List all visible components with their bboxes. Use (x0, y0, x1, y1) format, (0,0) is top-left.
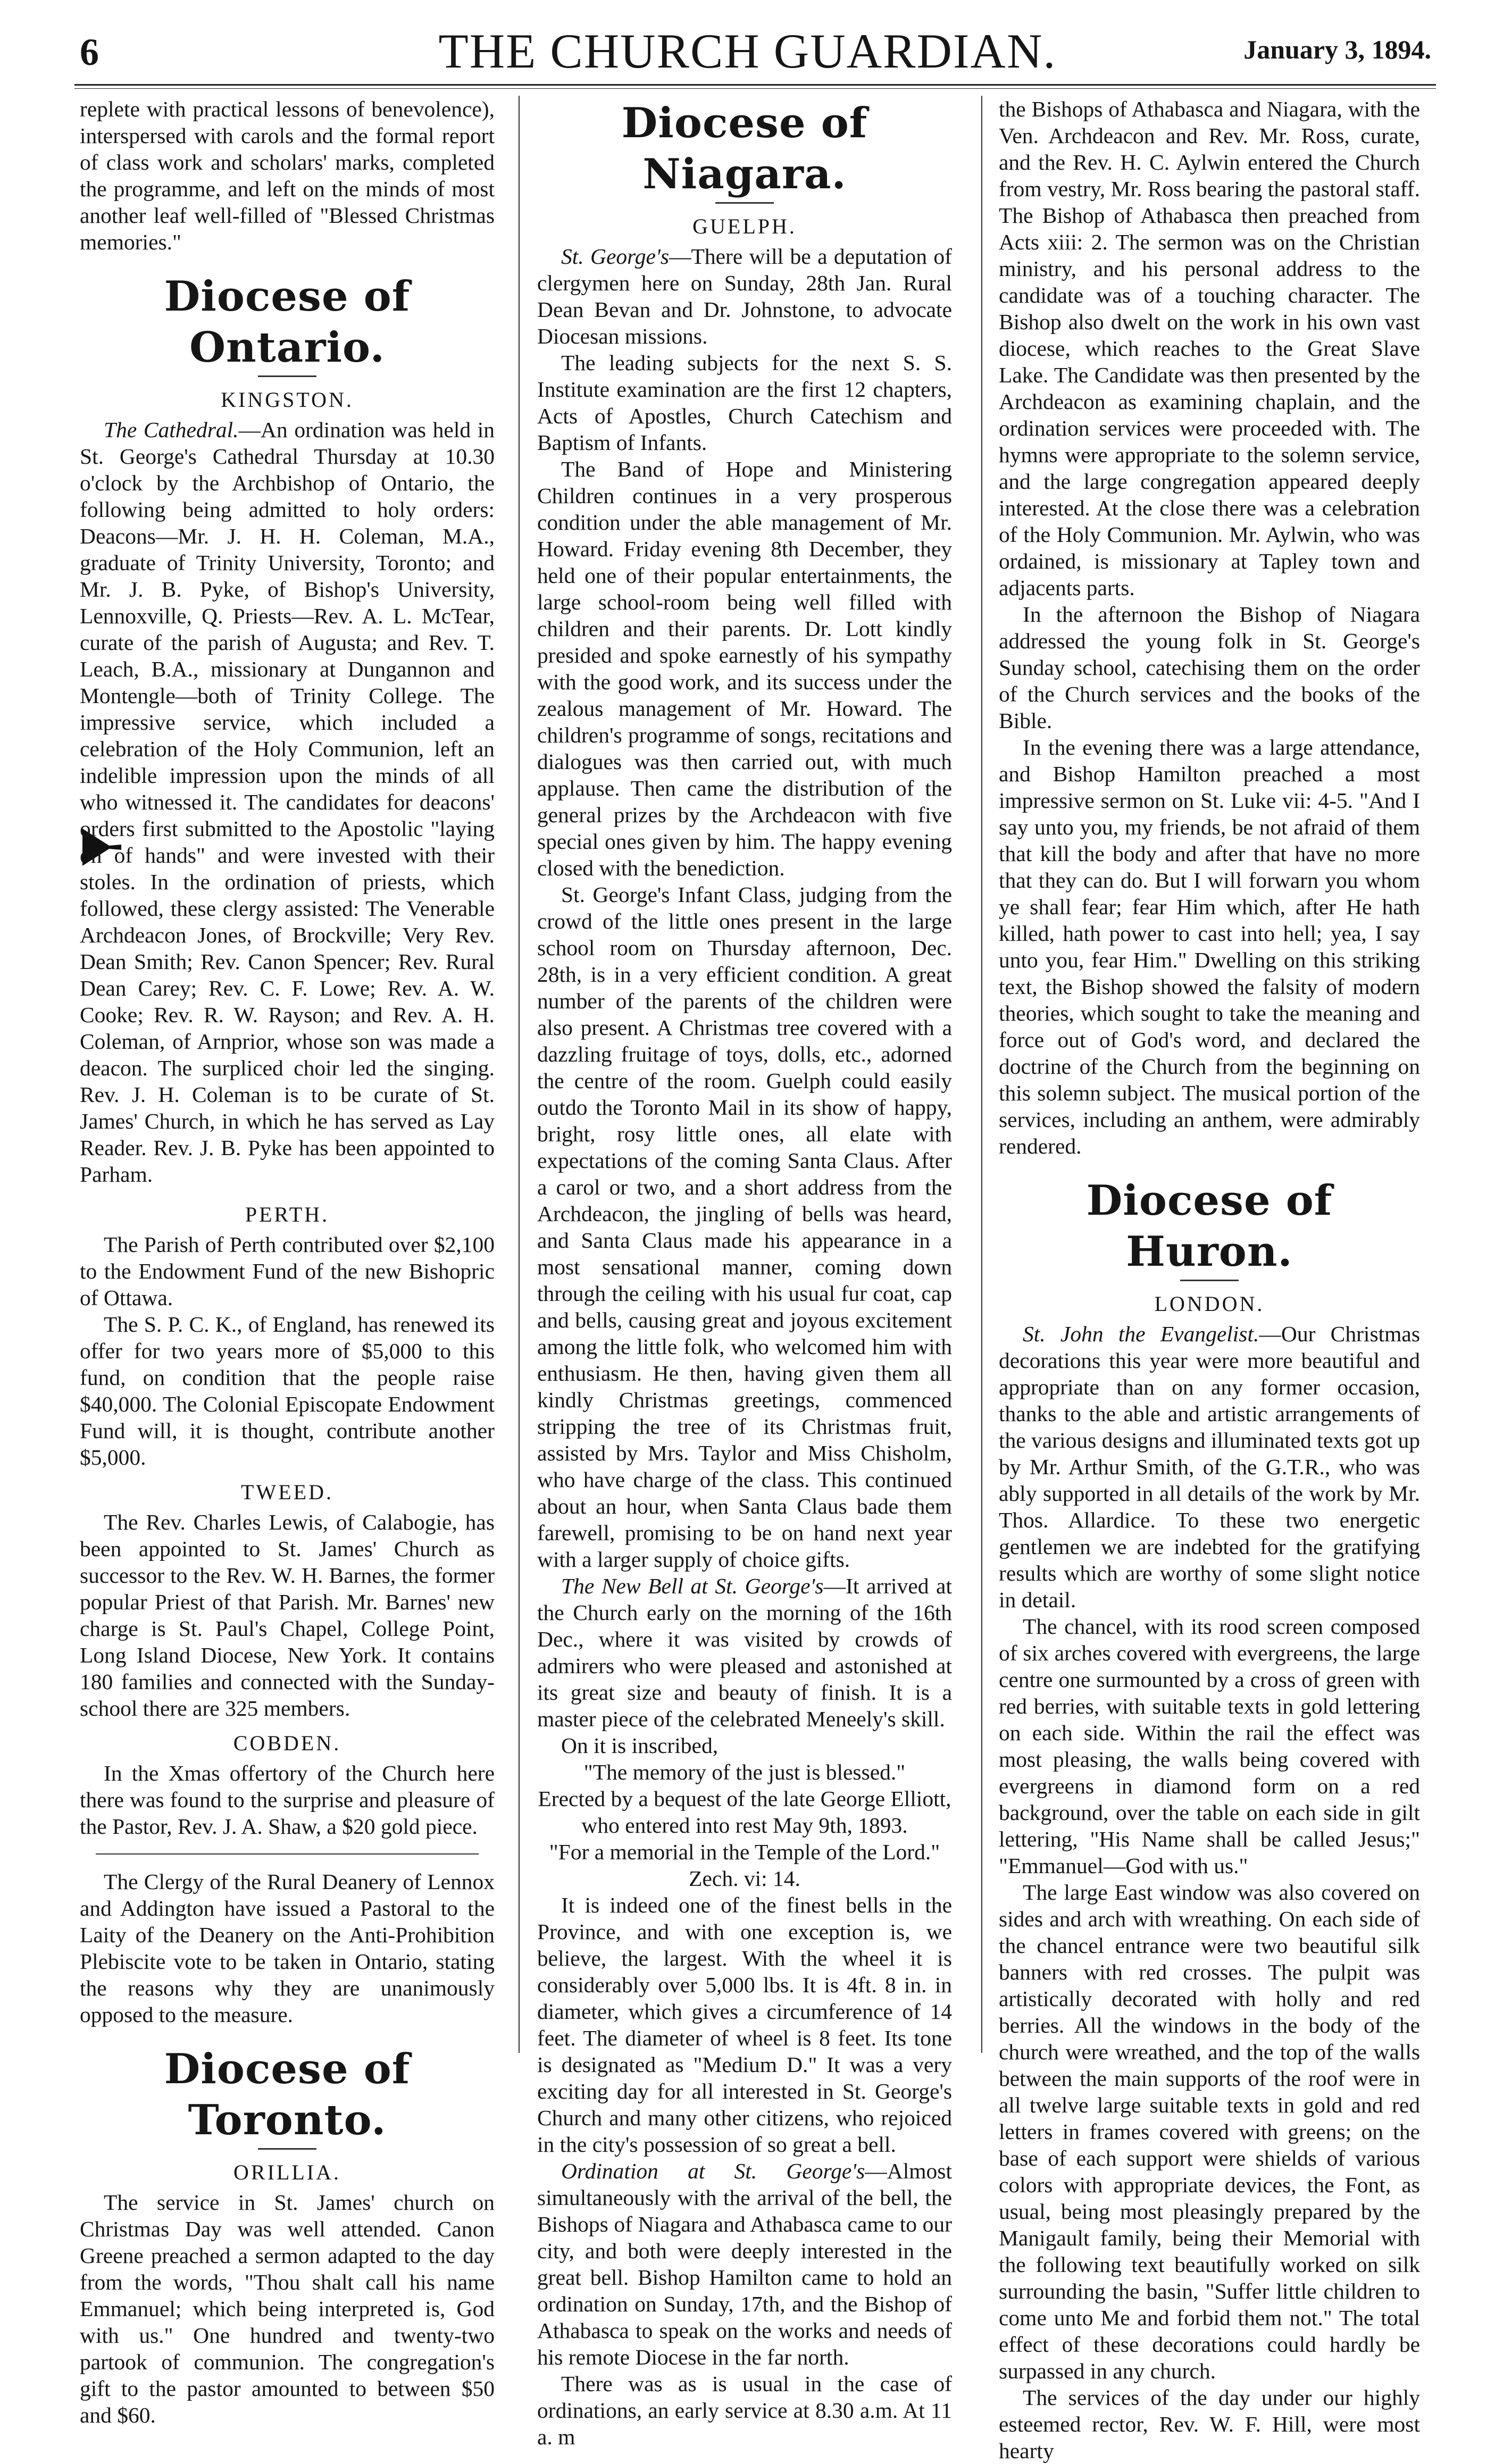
place-heading-london: LONDON. (1154, 1292, 1265, 1316)
heading-rule (715, 202, 774, 204)
column-2 (537, 96, 952, 2449)
article-text: —Our Christmas decorations this year were more beautiful and appropriate than on any former occasion, thanks to the able and artistic arrangements of the various designs and illuminated texts got up by Mr. Arthur Smith, of the G.T.R., who was ably supported in all details of the work by Mr. Thos. Allardice. To these two energetic gentlemen we are indebted for the gratifying results which are worthy of some slight notice in detail. (999, 1322, 1420, 1612)
column-3 (999, 96, 1420, 2463)
article-paragraph: There was as is usual in the case of ordinations, an early service at 8.30 a.m. At 11 a. m (537, 2371, 952, 2449)
article-paragraph (537, 2158, 952, 2370)
issue-date: January 3, 1894. (1243, 35, 1431, 64)
article-paragraph: In the Xmas offertory of the Church here there was found to the surprise and pleasure of the Pastor, Rev. J. A. Shaw, a $20 gold piece. (80, 1761, 495, 1839)
heading-rule (1180, 1280, 1239, 1281)
place-heading-cobden: COBDEN. (233, 1731, 341, 1755)
article-paragraph: The Band of Hope and Ministering Children continues in a very prosperous condition under the able management of Mr. Howard. Friday evening 8th December, they held one of their popular entertainments, the large school-room being well filled with children and their parents. Dr. Lott kindly presided and spoke earnestly of his sympathy with the good work, and its success under the zealous management of Mr. Howard. The children's programme of songs, recitations and dialogues was then carried out, with much applause. Then came the distribution of the general prizes by the Archdeacon with five special ones given by him. The happy evening closed with the benediction. (537, 457, 952, 880)
article-paragraph: The leading subjects for the next S. S. Institute examination are the first 12 chapters, Acts of Apostles, Church Catechism and Baptism of Infants. (537, 350, 952, 455)
bell-inscription: "The memory of the just is blessed." (583, 1760, 906, 1784)
place-heading-guelph: GUELPH. (692, 214, 797, 238)
article-paragraph: the Bishops of Athabasca and Niagara, with the Ven. Archdeacon and Rev. Mr. Ross, curate, and the Rev. H. C. Aylwin entered the Church from vestry, Mr. Ross bearing the pastoral staff. The Bishop of Athabasca then preached from Acts xiii: 2. The sermon was on the Christian ministry, and his personal address to the candidate was of a touching character. The Bishop also dwelt on the work in his own vast diocese, which reaches to the Great Slave Lake. The Candidate was then presented by the Archdeacon as examining chaplain, and the ordination services were proceeded with. The hymns were appropriate to the solemn service, and the large congregation appeared deeply interested. At the close there was a celebration of the Holy Communion. Mr. Aylwin, who was ordained, is missionary at Tapley town and adjacents parts. (999, 97, 1420, 600)
article-text: —There will be a deputation of clergymen here on Sunday, 28th Jan. Rural Dean Bevan and Dr. Johnstone, to advocate Diocesan missions. (537, 244, 952, 348)
article-paragraph: In the evening there was a large attendance, and Bishop Hamilton preached a most impressive sermon on St. Luke vii: 4-5. "And I say unto you, my friends, be not afraid of them that kill the body and after that have no more that they can do. But I will forwarn you whom ye shall fear; fear Him which, after He hath killed, hath power to cast into hell; yea, I say unto you, fear Him." Dwelling on this striking text, the Bishop showed the falsity of modern theories, which sought to take the meaning and force out of God's word, and declared the doctrine of the Church from the beginning on this solemn subject. The musical portion of the services, including an anthem, were admirably rendered. (999, 735, 1420, 1158)
masthead-title: THE CHURCH GUARDIAN. (438, 24, 1057, 78)
page-number: 6 (80, 31, 99, 73)
place-heading-perth: PERTH. (245, 1202, 330, 1226)
article-lead: Ordination at St. George's (561, 2159, 865, 2183)
column-1 (80, 96, 495, 2427)
place-heading-tweed: TWEED. (241, 1480, 333, 1504)
masthead-rule (74, 84, 1436, 89)
article-text: —Almost simultaneously with the arrival of the bell, the Bishops of Niagara and Athabasca came to our city, and both were deeply interested in the great bell. Bishop Hamilton came to hold an ordination on Sunday, 17th, and the Bishop of Athabasca to speak on the works and needs of his remote Diocese in the far north. (537, 2159, 952, 2369)
diocese-heading-toronto: Diocese of Toronto. (164, 2045, 411, 2144)
article-text: —It arrived at the Church early on the morning of the 16th Dec., where it was visited by crowds of admirers who were pleased and astonished at its great size and beauty of finish. It is a master piece of the celebrated Meneely's skill. (537, 1574, 952, 1731)
article-paragraph: St. George's Infant Class, judging from the crowd of the little ones present in the large school room on Thursday afternoon, Dec. 28th, is in a very efficient condition. A great number of the parents of the children were also present. A Christmas tree covered with a dazzling fruitage of toys, dolls, etc., adorned the centre of the room. Guelph could easily outdo the Toronto Mail in its show of happy, bright, rosy little ones, all elate with expectations of the coming Santa Claus. After a carol or two, and a short address from the Archdeacon, the jingling of bells was heard, and Santa Claus made his appearance in a most sensational manner, coming down through the ceiling with his usual fur coat, cap and bells, causing great and joyous excitement among the little folk, who welcomed him with enthusiasm. He then, having given them all kindly Christmas greetings, commenced stripping the tree of its Christmas fruit, assisted by Mrs. Taylor and Miss Chisholm, who have charge of the class. This continued about an hour, when Santa Claus bade them farewell, promising to be on hand next year with a larger supply of choice gifts. (537, 882, 952, 1572)
article-paragraph (80, 416, 495, 1188)
bell-inscription: "For a memorial in the Temple of the Lord." Zech. vi: 14. (549, 1840, 940, 1891)
article-paragraph: The chancel, with its rood screen composed of six arches covered with evergreens, the large centre one surmounted by a cross of green with red berries, with suitable texts in gold lettering on each side. Within the rail the effect was most pleasing, the walls being covered with evergreens in diamond form on a red background, over the table on each side in gilt lettering, "His Name shall be called Jesus;" "Emmanuel—God with us." (999, 1614, 1420, 1878)
article-paragraph (537, 243, 952, 349)
article-lead: St. George's (561, 244, 669, 269)
article-text: —An ordination was held in St. George's Cathedral Thursday at 10.30 o'clock by the Archbishop of Ontario, the following being admitted to holy orders: Deacons—Mr. J. H. H. Coleman, M.A., graduate of Trinity University, Toronto; and Mr. J. B. Pyke, of Bishop's University, Lennoxville, Q. Priests—Rev. A. L. McTear, curate of the parish of Augusta; and Rev. T. Leach, B.A., missionary at Dungannon and Montengle—both of Trinity College. The impressive service, which included a celebration of the Holy Communion, left an indelible impression upon the minds of all who witnessed it. The candidates for deacons' orders first submitted to the Apostolic "laying on of hands" and were invested with their stoles. In the ordination of priests, which followed, these clergy assisted: The Venerable Archdeacon Jones, of Brockville; Very Rev. Dean Smith; Rev. Canon Spencer; Rev. Rural Dean Carey; Rev. C. F. Lowe; Rev. A. W. Cooke; Rev. R. W. Rayson; and Rev. A. H. Coleman, of Arnprior, whose son was made a deacon. The surpliced choir led the singing. Rev. J. H. Coleman is to be curate of St. James' Church, in which he has served as Lay Reader. Rev. J. B. Pyke has been appointed to Parham. (80, 417, 495, 1187)
article-paragraph: The Clergy of the Rural Deanery of Lennox and Addington have issued a Pastoral to the Laity of the Deanery on the Anti-Prohibition Plebiscite vote to be taken in Ontario, stating the reasons why they are unanimously opposed to the measure. (80, 1869, 495, 2027)
diocese-heading-huron: Diocese of Huron. (1086, 1176, 1333, 1276)
article-paragraph (537, 1573, 952, 1732)
article-separator (96, 1853, 479, 1855)
article-paragraph: The large East window was also covered on sides and arch with wreathing. On each side of the chancel entrance were two beautiful silk banners with red crosses. The pulpit was artistically decorated with holly and red berries. All the windows in the body of the church were wreathed, and the top of the walls between the main supports of the roof were in all twelve large suitable texts in gold and red letters in frames covered with greens; on the base of each support were shields of various colors with appropriate devices, the Font, as usual, being most pleasingly prepared by the Manigault family, being their Memorial with the following text beautifully worked on silk surrounding the basin, "Suffer little children to come unto Me and forbid them not." The total effect of these decorations could hardly be surpassed in any church. (999, 1880, 1420, 2383)
article-paragraph: The S. P. C. K., of England, has renewed its offer for two years more of $5,000 to this fund, on condition that the people raise $40,000. The Colonial Episcopate Endowment Fund will, it is thought, contribute another $5,000. (80, 1312, 495, 1469)
place-heading-kingston: KINGSTON. (221, 388, 354, 412)
column-rule (519, 96, 520, 2053)
diocese-heading-ontario: Diocese of Ontario. (164, 272, 411, 372)
place-heading-orillia: ORILLIA. (233, 2160, 341, 2184)
article-paragraph: The Rev. Charles Lewis, of Calabogie, has been appointed to St. James' Church as successor to the Rev. W. H. Barnes, the former popular Priest of that Parish. Mr. Barnes' new charge is St. Paul's Chapel, College Point, Long Island Diocese, New York. It contains 180 families and connected with the Sunday-school there are 325 members. (80, 1510, 495, 1720)
article-paragraph: In the afternoon the Bishop of Niagara addressed the young folk in St. George's Sunday school, catechising them on the order of the Church services and the books of the Bible. (999, 602, 1420, 733)
heading-rule (258, 375, 316, 377)
article-paragraph: The services of the day under our highly esteemed rector, Rev. W. F. Hill, were most hearty (999, 2385, 1420, 2463)
heading-rule (258, 2148, 316, 2150)
article-paragraph (999, 1321, 1420, 1613)
diocese-heading-niagara: Diocese of Niagara. (621, 99, 868, 198)
article-lead: The New Bell at St. George's (561, 1574, 824, 1598)
article-paragraph: The Parish of Perth contributed over $2,100 to the Endowment Fund of the new Bishopric of Ottawa. (80, 1232, 495, 1310)
bell-inscription: Erected by a bequest of the late George Elliott, who entered into rest May 9th, 1893. (538, 1786, 951, 1837)
continuation-paragraph: replete with practical lessons of benevolence), interspersed with carols and the formal report of class work and scholars' marks, completed the programme, and left on the minds of most another leaf well-filled of "Blessed Christmas memories." (80, 97, 495, 254)
article-lead: St. John the Evangelist. (1023, 1322, 1259, 1346)
article-paragraph: It is indeed one of the finest bells in the Province, and with one exception is, we believe, the largest. With the wheel it is considerably over 5,000 lbs. It is 4ft. 8 in. in diameter, which gives a circumference of 14 feet. The diameter of wheel is 8 feet. Its tone is designated as "Medium D." It was a very exciting day for all interested in St. George's Church and many other citizens, who rejoiced in the city's possession of so great a bell. (537, 1893, 952, 2157)
article-paragraph: On it is inscribed, (561, 1733, 719, 1758)
article-paragraph: The service in St. James' church on Christmas Day was well attended. Canon Greene preached a sermon adapted to the day from the words, "Thou shalt call his name Emmanuel; which being interpreted is, God with us." One hundred and twenty-two partook of communion. The congregation's gift to the pastor amounted to between $50 and $60. (80, 2190, 495, 2427)
article-lead: The Cathedral. (104, 417, 239, 442)
column-rule (981, 96, 982, 2053)
